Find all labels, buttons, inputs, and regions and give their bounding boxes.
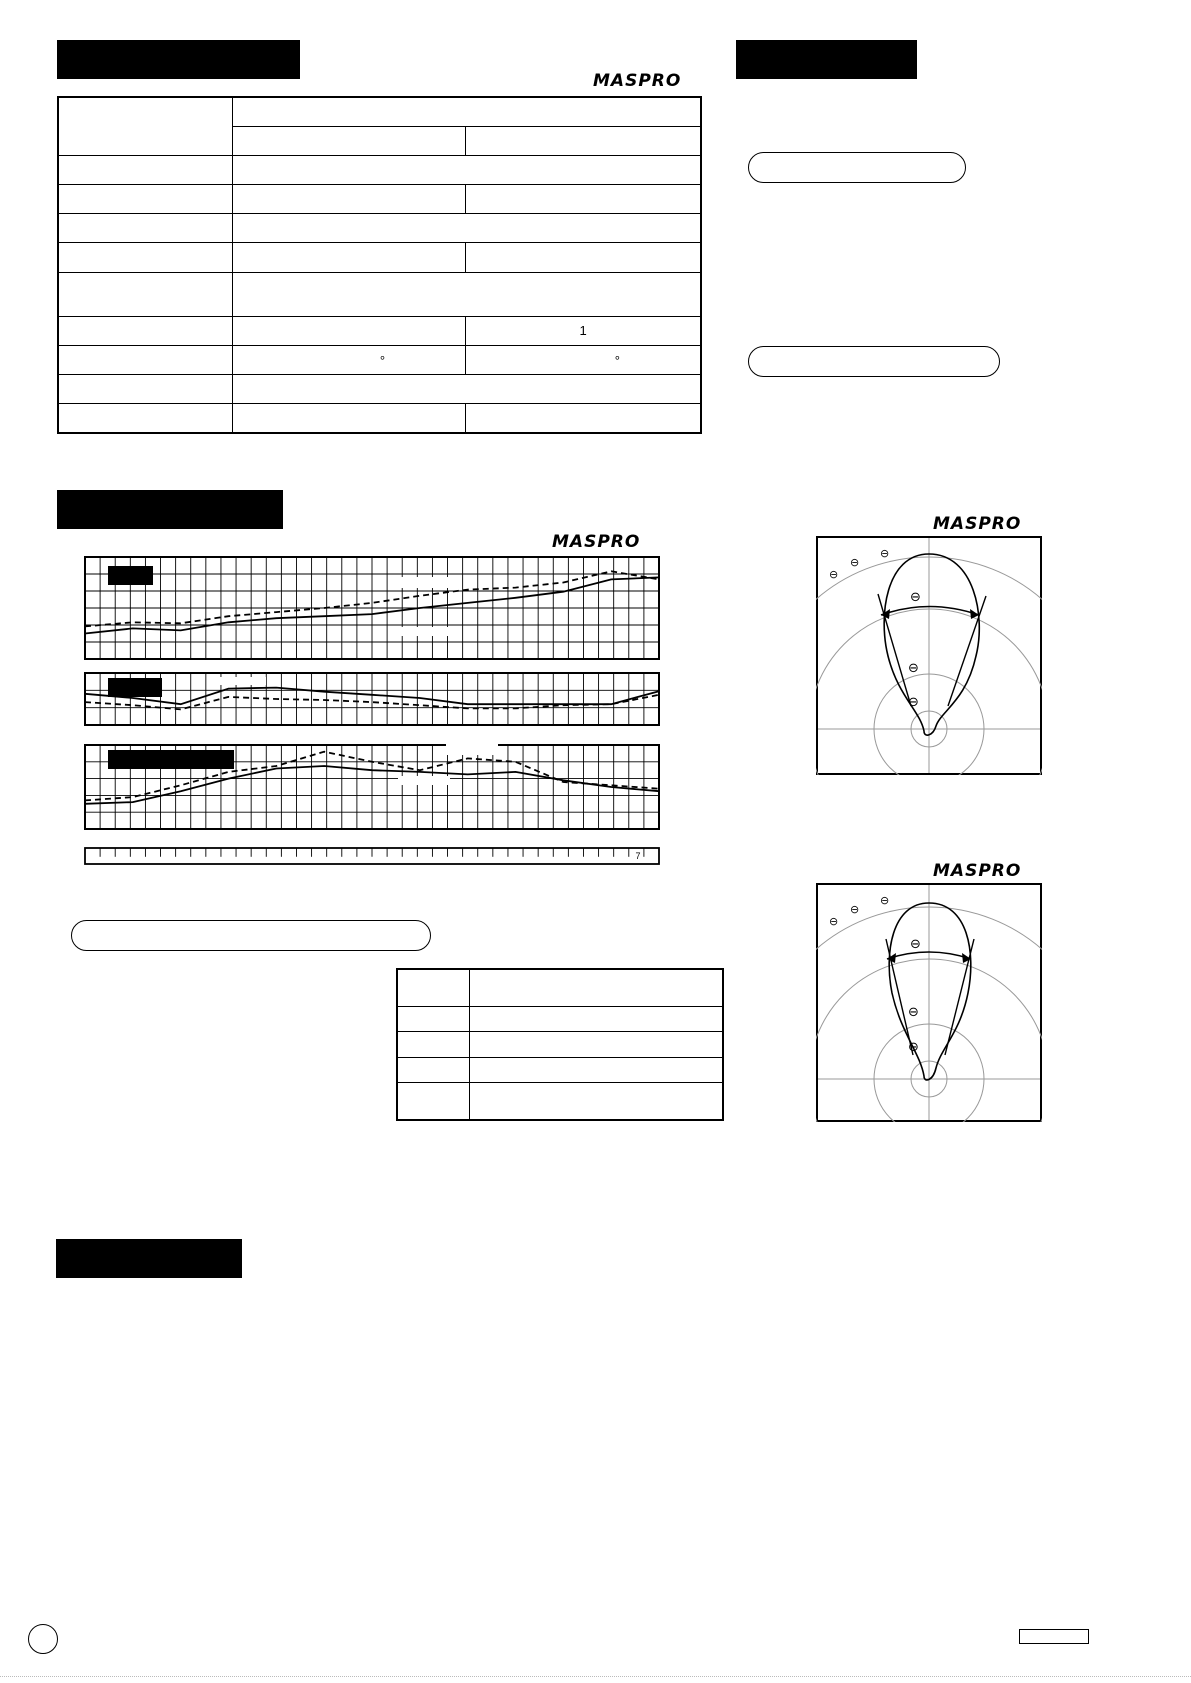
- chart-label-box: [108, 566, 153, 585]
- bottom-divider: [0, 1676, 1191, 1679]
- chart-label-box: [108, 750, 234, 769]
- attenuation-marker: ⊖: [850, 556, 860, 569]
- attenuation-marker: ⊖: [880, 547, 890, 560]
- chart-panel: [85, 673, 659, 725]
- chart-label-box: [108, 678, 162, 697]
- page-number-circle: [28, 1624, 58, 1654]
- model-label-box: [1019, 1629, 1089, 1644]
- ref-cell: [397, 969, 470, 1007]
- ref-cell: [470, 1057, 723, 1082]
- spec-cell: 1: [466, 316, 701, 345]
- attenuation-marker: ⊖: [910, 937, 921, 952]
- ref-cell: [470, 969, 723, 1007]
- section-header-right-top: [736, 40, 917, 79]
- brand-logo: MASPRO: [552, 532, 641, 552]
- chart-gap: [398, 577, 450, 588]
- attenuation-marker: ⊖: [850, 903, 860, 916]
- chart-gap: [446, 744, 498, 755]
- directivity-pattern-2: [816, 883, 1042, 1122]
- reference-table: [396, 968, 724, 1121]
- spec-cell: °: [232, 345, 465, 374]
- ref-cell: [397, 1057, 470, 1082]
- brand-logo: MASPRO: [933, 514, 1022, 534]
- characteristic-charts: [0, 0, 760, 880]
- brand-logo: MASPRO: [933, 861, 1022, 881]
- attenuation-marker: ⊖: [908, 1005, 919, 1020]
- strip-label: 7: [635, 851, 641, 861]
- ref-cell: [470, 1082, 723, 1120]
- chart-gap: [398, 776, 450, 785]
- chart-panel: [85, 557, 659, 659]
- pill-label-3: [71, 920, 431, 951]
- ref-cell: [397, 1007, 470, 1032]
- attenuation-marker: ⊖: [829, 568, 839, 581]
- section-header-bottom: [56, 1239, 242, 1278]
- chart-gap: [398, 627, 450, 636]
- ref-cell: [397, 1032, 470, 1057]
- chart-gap: [212, 677, 266, 685]
- pill-label-1: [748, 152, 966, 183]
- attenuation-marker: ⊖: [910, 590, 921, 605]
- ref-cell: [470, 1032, 723, 1057]
- ref-cell: [470, 1007, 723, 1032]
- pill-label-2: [748, 346, 1000, 377]
- attenuation-marker: ⊖: [908, 661, 919, 676]
- attenuation-marker: ⊖: [908, 695, 919, 710]
- attenuation-marker: ⊖: [908, 1040, 919, 1055]
- ref-cell: [397, 1082, 470, 1120]
- attenuation-marker: ⊖: [880, 894, 890, 907]
- brand-logo: MASPRO: [593, 71, 682, 91]
- attenuation-marker: ⊖: [829, 915, 839, 928]
- directivity-pattern-1: [816, 536, 1042, 775]
- spec-cell: °: [466, 345, 701, 374]
